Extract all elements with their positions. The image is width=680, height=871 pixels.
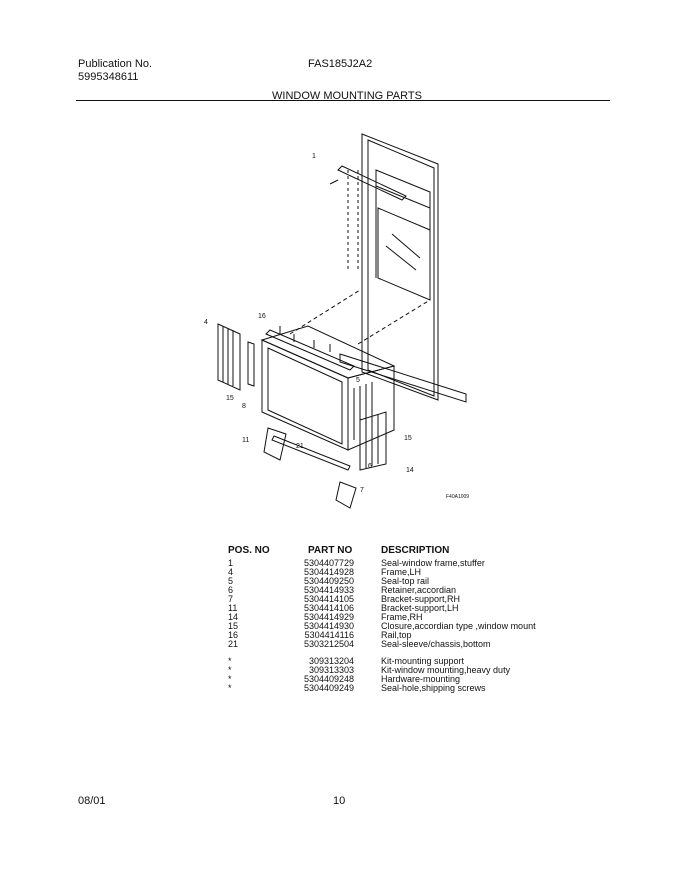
description-cell: Seal-window frame,stuffer <box>381 558 485 568</box>
callout-16: 16 <box>258 313 266 320</box>
description-cell: Seal-top rail <box>381 576 430 586</box>
publication-label: Publication No. <box>78 58 152 70</box>
pos-cell: * <box>228 665 232 675</box>
right-accordion-drawing <box>360 412 386 470</box>
pos-cell: 5 <box>228 576 234 586</box>
right-bracket-drawing <box>336 482 356 508</box>
top-rail-drawing <box>266 330 354 370</box>
part-cell: 5304409250 <box>303 576 354 586</box>
part-cell: 5304414116 <box>304 630 354 640</box>
part-cell: 5304407729 <box>303 558 354 568</box>
pos-cell: 14 <box>228 612 239 622</box>
pos-cell: * <box>228 656 232 666</box>
callout-11: 11 <box>242 437 250 444</box>
part-cell: 5304409248 <box>303 674 354 684</box>
pos-cell: 21 <box>228 639 239 649</box>
left-accordion-drawing <box>218 324 254 390</box>
figure-code: F40A1009 <box>446 494 470 500</box>
part-cell: 309313204 <box>308 656 354 666</box>
callout-1: 1 <box>312 153 316 160</box>
exploded-parts-diagram <box>190 130 500 510</box>
pos-cell: * <box>228 683 232 693</box>
description-column-header: DESCRIPTION <box>381 545 450 556</box>
pos-cell: 11 <box>228 603 238 613</box>
header-rule <box>76 100 610 101</box>
bottom-seal-drawing <box>272 436 350 470</box>
part-cell: 5304414930 <box>303 621 354 631</box>
callout-15: 15 <box>226 395 234 402</box>
description-cell: Retainer,accordian <box>381 585 457 595</box>
description-cell: Kit-mounting support <box>381 656 465 666</box>
part-cell: 5304414933 <box>303 585 354 595</box>
section-title: WINDOW MOUNTING PARTS <box>272 90 422 102</box>
description-cell: Rail,top <box>381 630 412 640</box>
page-number: 10 <box>333 795 346 807</box>
part-cell: 5303212504 <box>303 639 354 649</box>
part-cell: 5304414106 <box>303 603 354 613</box>
callout-15b: 15 <box>404 435 412 442</box>
description-cell: Frame,RH <box>381 612 423 622</box>
callout-7: 7 <box>360 487 364 494</box>
callout-8: 8 <box>242 403 246 410</box>
description-cell: Bracket-support,LH <box>381 603 459 613</box>
part-cell: 309313303 <box>308 665 354 675</box>
pos-cell: 4 <box>228 567 234 577</box>
pos-cell: 7 <box>228 594 234 604</box>
callout-6: 6 <box>368 463 372 470</box>
sleeve-chassis-drawing <box>262 326 394 450</box>
callout-5: 5 <box>356 377 360 384</box>
pos-cell: 1 <box>228 558 234 568</box>
part-cell: 5304414929 <box>303 612 354 622</box>
pos-cell: 16 <box>228 630 239 640</box>
part-cell: 5304414105 <box>303 594 354 604</box>
description-cell: Hardware-mounting <box>381 674 461 684</box>
footer-date: 08/01 <box>78 795 106 807</box>
description-cell: Closure,accordian type ,window mount <box>381 621 536 631</box>
publication-number: 5995348611 <box>78 71 139 83</box>
model-number: FAS185J2A2 <box>308 58 373 70</box>
part-cell: 5304409249 <box>303 683 354 693</box>
pos-cell: * <box>228 674 232 684</box>
callout-14: 14 <box>406 467 414 474</box>
pos-cell: 15 <box>228 621 239 631</box>
description-cell: Bracket-support,RH <box>381 594 461 604</box>
description-cell: Kit-window mounting,heavy duty <box>381 665 511 675</box>
pos-column-header: POS. NO <box>228 545 270 556</box>
part-cell: 5304414928 <box>303 567 354 577</box>
description-cell: Seal-sleeve/chassis,bottom <box>381 639 491 649</box>
part-column-header: PART NO <box>308 545 353 556</box>
pos-cell: 6 <box>228 585 234 595</box>
description-cell: Seal-hole,shipping screws <box>381 683 486 693</box>
callout-21: 21 <box>296 443 304 450</box>
callout-4: 4 <box>204 319 208 326</box>
description-cell: Frame,LH <box>381 567 422 577</box>
